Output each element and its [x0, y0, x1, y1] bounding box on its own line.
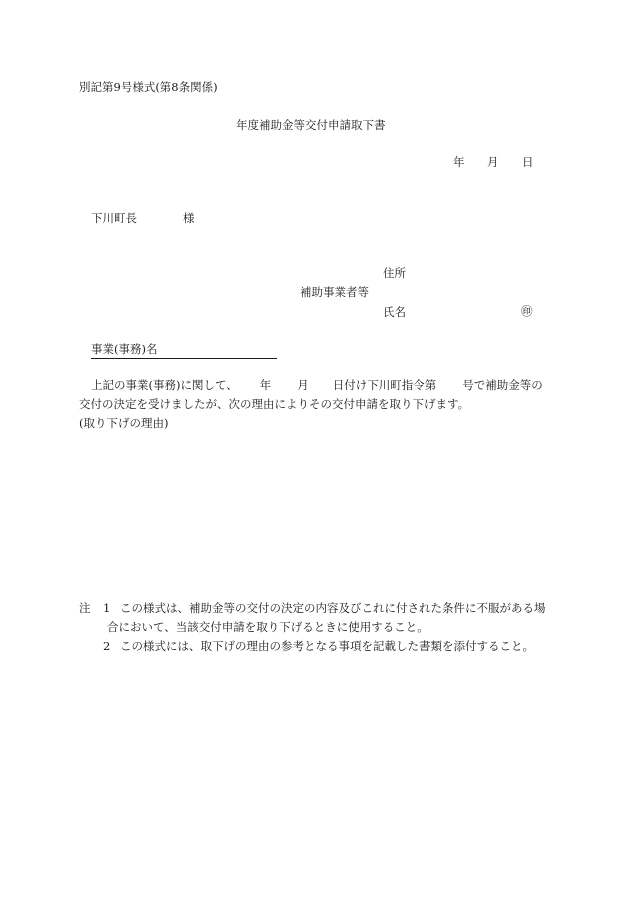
name-label: 氏名: [383, 305, 406, 319]
date-month-label: 月: [487, 155, 499, 169]
addressee-name: 下川町長: [91, 211, 137, 225]
form-label: 別記第9号様式(第8条関係): [79, 80, 218, 94]
body-year: 年: [259, 378, 272, 392]
body-line-2: 交付の決定を受けましたが、次の理由によりその交付申請を取り下げます。: [79, 397, 470, 411]
notes-prefix: 注: [79, 601, 91, 615]
body-intro: 上記の事業(事務)に関して、: [91, 378, 238, 392]
applicant-role-label: 補助事業者等: [300, 285, 369, 299]
note-1-line-1: この様式は、補助金等の交付の決定の内容及びこれに付された条件に不服がある場: [120, 601, 546, 615]
date-year-label: 年: [453, 155, 465, 169]
note-1-number: 1: [103, 601, 111, 615]
note-1-line-2: 合において、当該交付申請を取り下げるときに使用すること。: [107, 620, 429, 634]
project-name-field: [91, 344, 277, 359]
body-line-1: [91, 380, 543, 392]
body-number: 号で補助金等の: [462, 378, 543, 392]
date-day-label: 日: [522, 155, 534, 169]
addressee-honorific: 様: [183, 211, 195, 225]
body-month: 月: [297, 378, 309, 392]
reason-label: (取り下げの理由): [79, 416, 169, 430]
seal-mark: ㊞: [521, 304, 533, 318]
body-directive: 日付け下川町指令第: [332, 378, 437, 392]
document-title: 年度補助金等交付申請取下書: [236, 118, 386, 132]
project-name-label: 事業(事務)名: [91, 342, 158, 356]
address-label: 住所: [383, 266, 406, 280]
note-2-number: 2: [103, 639, 111, 653]
note-2-line-1: この様式には、取下げの理由の参考となる事項を記載した書類を添付すること。: [120, 639, 534, 653]
